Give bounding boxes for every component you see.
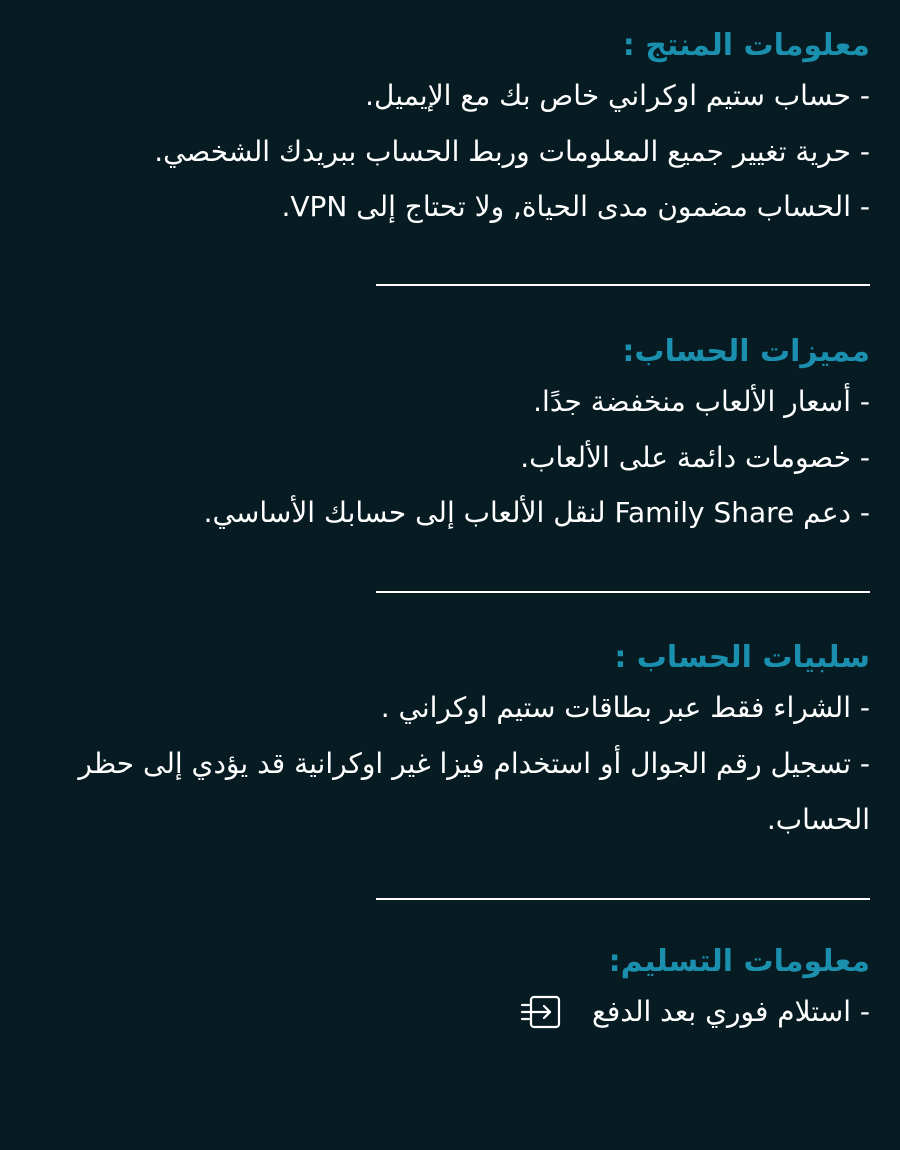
- product-info-item: - حساب ستيم اوكراني خاص بك مع الإيميل.: [365, 79, 870, 112]
- delivery-row: [40, 984, 870, 1040]
- account-drawbacks-heading: سلبيات الحساب :: [614, 640, 870, 675]
- account-features-section: [40, 330, 870, 541]
- account-drawbacks-section: [40, 636, 870, 848]
- account-features-heading: مميزات الحساب:: [622, 334, 870, 369]
- login-icon: [520, 994, 564, 1030]
- section-divider: [376, 898, 870, 900]
- account-feature-item: - خصومات دائمة على الألعاب.: [520, 440, 870, 474]
- product-info-section: [40, 24, 870, 235]
- product-info-heading: معلومات المنتج :: [622, 28, 870, 63]
- account-drawback-item: - الشراء فقط عبر بطاقات ستيم اوكراني .: [380, 691, 870, 724]
- section-divider: [376, 591, 870, 593]
- section-divider: [376, 284, 870, 286]
- product-info-item: - الحساب مضمون مدى الحياة, ولا تحتاج إلى VPN.: [281, 190, 870, 223]
- account-feature-item: - أسعار الألعاب منخفضة جدًا.: [533, 385, 870, 418]
- product-info-item: - حرية تغيير جميع المعلومات وربط الحساب ببريدك الشخصي.: [154, 134, 870, 168]
- delivery-info-item: - استلام فوري بعد الدفع: [591, 995, 870, 1028]
- delivery-info-heading: معلومات التسليم:: [608, 944, 870, 979]
- account-feature-item: - دعم Family Share لنقل الألعاب إلى حسابك الأساسي.: [203, 496, 870, 529]
- account-drawback-item: - تسجيل رقم الجوال أو استخدام فيزا غير اوكرانية قد يؤدي إلى حظر الحساب.: [78, 746, 870, 836]
- delivery-info-section: [40, 940, 870, 1040]
